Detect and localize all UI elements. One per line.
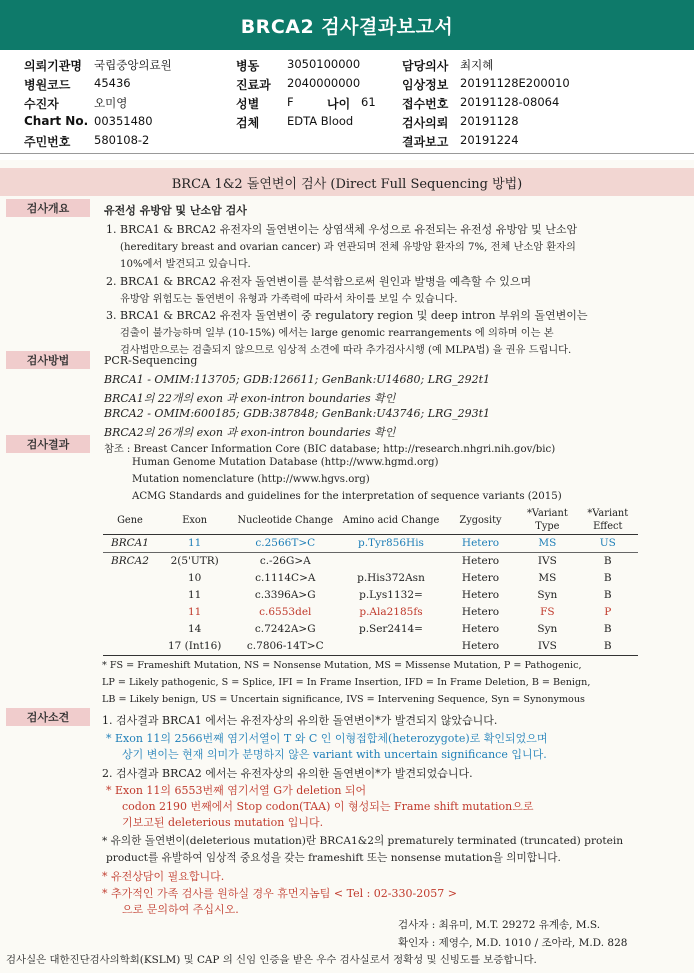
table-cell: FS <box>540 606 555 618</box>
table-cell: Syn <box>537 623 558 635</box>
table-cell <box>103 587 157 604</box>
table-cell <box>103 570 157 587</box>
info-label: 병원코드 <box>24 78 71 92</box>
table-cell: BRCA2 <box>111 555 149 567</box>
table-row <box>103 535 638 553</box>
method-line: BRCA1의 22개의 exon 과 exon-intron boundaries 확인 <box>104 392 396 405</box>
finding-line: codon 2190 번째에서 Stop codon(TAA) 이 형성되는 Frame shift mutation으로 <box>122 800 534 813</box>
info-value: 45436 <box>94 76 131 90</box>
table-cell: Syn <box>537 589 558 601</box>
table-cell: c.-26G>A <box>259 555 311 567</box>
table-row <box>103 570 638 587</box>
reference-line: ACMG Standards and guidelines for the interpretation of sequence variants (2015) <box>132 491 562 502</box>
table-cell: 2(5'UTR) <box>170 555 219 567</box>
info-value: 국립중앙의료원 <box>94 58 172 72</box>
table-cell <box>103 638 157 656</box>
finding-line: * 유전상담이 필요합니다. <box>102 870 225 883</box>
table-cell: Hetero <box>461 606 500 618</box>
table-cell: p.His372Asn <box>357 572 425 584</box>
table-cell: B <box>603 623 612 635</box>
overview-line: 10%에서 발견되고 있습니다. <box>120 259 251 270</box>
table-cell: c.7242A>G <box>254 623 316 635</box>
finding-line: 2. 검사결과 BRCA2 에서는 유전자상의 유의한 돌연변이*가 발견되었습니다. <box>102 767 473 780</box>
section-label-method: 검사방법 <box>6 351 90 369</box>
section-label-result: 검사결과 <box>6 435 90 453</box>
table-cell: Hetero <box>461 572 500 584</box>
report-heading-band <box>0 168 694 196</box>
table-cell: B <box>603 555 612 567</box>
table-cell: Hetero <box>461 623 500 635</box>
footer-note: 검사실은 대한진단검사의학회(KSLM) 및 CAP 의 신임 인증을 받은 우수 검사실로서 정확성 및 신빙도를 보증합니다. <box>6 954 537 966</box>
finding-line: 상기 변이는 현재 의미가 분명하지 않은 variant with uncertain significance 입니다. <box>122 748 547 761</box>
overview-line: 3. BRCA1 & BRCA2 유전자 돌연변이 중 regulatory region 및 deep intron 부위의 돌연변이는 <box>106 309 588 322</box>
table-cell: c.1114C>A <box>255 572 316 584</box>
reference-line: Mutation nomenclature (http://www.hgvs.org) <box>132 474 370 485</box>
info-label: 수진자 <box>24 97 59 111</box>
column-header: Nucleotide Change <box>232 506 338 535</box>
table-cell: c.3396A>G <box>254 589 316 601</box>
info-value: 20191128 <box>460 114 519 128</box>
info-value: F <box>287 95 294 109</box>
section-label-overview: 검사개요 <box>6 199 90 217</box>
reference-line: Human Genome Mutation Database (http://www.hgmd.org) <box>132 457 439 468</box>
examiner-signature: 검사자 : 최유미, M.T. 29272 유계송, M.S. <box>398 919 601 931</box>
table-cell: BRCA1 <box>103 535 157 553</box>
method-line: PCR-Sequencing <box>104 354 198 367</box>
finding-line: 기보고된 deleterious mutation 입니다. <box>122 816 324 829</box>
table-cell: 11 <box>157 535 233 553</box>
table-cell: IVS <box>517 638 577 656</box>
legend-line: LB = Likely benign, US = Uncertain significance, IVS = Intervening Sequence, Syn = Synonymous <box>102 694 585 705</box>
overview-title: 유전성 유방암 및 난소암 검사 <box>104 204 247 217</box>
finding-line: * 추가적인 가족 검사를 원하실 경우 휴먼지놈팀 < Tel : 02-330-2057 > <box>102 887 457 900</box>
table-cell: 10 <box>187 572 202 584</box>
overview-line: 1. BRCA1 & BRCA2 유전자의 돌연변이는 상염색체 우성으로 유전되는 유전성 유방암 및 난소암 <box>106 223 578 236</box>
table-row <box>103 553 638 571</box>
table-cell: 17 (Int16) <box>157 638 233 656</box>
info-label: Chart No. <box>24 114 89 128</box>
method-line: BRCA1 - OMIM:113705; GDB:126611; GenBank:U14680; LRG_292t1 <box>104 373 491 386</box>
finding-line: 1. 검사결과 BRCA1 에서는 유전자상의 유의한 돌연변이*가 발견되지 않았습니다. <box>102 714 498 727</box>
section-label-findings: 검사소견 <box>6 708 90 726</box>
table-cell: p.Ser2414= <box>358 623 423 635</box>
table-cell: Hetero <box>461 555 500 567</box>
overview-line: 유방암 위험도는 돌연변이 유형과 가족력에 따라서 차이를 보일 수 있습니다. <box>120 294 458 305</box>
age-label: 나이 <box>327 97 351 111</box>
legend-line: * FS = Frameshift Mutation, NS = Nonsense Mutation, MS = Missense Mutation, P = Pathogenic, <box>102 660 582 671</box>
info-value: 20191128E200010 <box>460 76 570 90</box>
column-header: Gene <box>103 506 157 535</box>
table-cell: B <box>603 572 612 584</box>
info-value: 580108-2 <box>94 133 150 147</box>
report-title: BRCA2 검사결과보고서 <box>240 15 454 38</box>
table-row <box>103 604 638 621</box>
reference-line: 참조 : Breast Cancer Information Core (BIC database; http://research.nhgri.nih.gov/bic) <box>104 444 556 455</box>
finding-line: product를 유발하여 임상적 중요성을 갖는 frameshift 또는 nonsense mutation을 의미합니다. <box>106 852 561 864</box>
confirmer-signature: 확인자 : 제영수, M.D. 1010 / 조아라, M.D. 828 <box>398 937 628 949</box>
info-label: 진료과 <box>236 78 271 92</box>
table-header-row <box>103 506 638 535</box>
table-cell: 14 <box>187 623 202 635</box>
report-heading: BRCA 1&2 돌연변이 검사 (Direct Full Sequencing 방법) <box>171 176 523 192</box>
table-cell <box>103 621 157 638</box>
info-value: 2040000000 <box>287 76 361 90</box>
info-value: 20191128-08064 <box>460 95 560 109</box>
column-header: *Variant Type <box>517 506 577 535</box>
column-header: Exon <box>157 506 233 535</box>
table-cell: Hetero <box>461 589 500 601</box>
table-cell: Hetero <box>444 535 517 553</box>
table-row <box>103 638 638 656</box>
info-value: 3050100000 <box>287 57 361 71</box>
info-label: 결과보고 <box>402 135 449 149</box>
info-label: 검체 <box>236 116 260 130</box>
column-header: Zygosity <box>444 506 517 535</box>
table-cell: p.Lys1132= <box>359 589 423 601</box>
info-value: EDTA Blood <box>287 114 354 128</box>
overview-line: 검출이 불가능하며 일부 (10-15%) 에서는 large genomic rearrangements 에 의하며 이는 본 <box>120 328 554 339</box>
table-cell: p.Ala2185fs <box>359 606 423 618</box>
info-label: 주민번호 <box>24 135 71 149</box>
finding-line: * 유의한 돌연변이(deleterious mutation)란 BRCA1&2의 prematurely terminated (truncated) protein <box>102 835 624 847</box>
finding-line: * Exon 11의 2566번째 염기서열이 T 와 C 인 이형접합체(heterozygote)로 확인되었으며 <box>106 732 548 745</box>
table-cell <box>338 553 444 571</box>
table-row <box>103 621 638 638</box>
table-cell: B <box>578 638 638 656</box>
info-divider <box>0 153 694 154</box>
info-value: 최지혜 <box>460 58 494 72</box>
info-value: 00351480 <box>94 114 153 128</box>
info-label: 성별 <box>236 97 260 111</box>
table-cell: P <box>604 606 612 618</box>
legend-line: LP = Likely pathogenic, S = Splice, IFI = In Frame Insertion, IFD = In Frame Deletion, B = Benign, <box>102 677 591 688</box>
table-cell: 11 <box>187 606 202 618</box>
table-cell: Hetero <box>444 638 517 656</box>
table-cell <box>338 638 444 656</box>
info-label: 검사의뢰 <box>402 116 449 130</box>
overview-line: 검사법만으로는 검출되지 않으므로 임상적 소견에 따라 추가검사시행 (예 MLPA법) 을 권유 드립니다. <box>120 345 572 356</box>
info-value: 20191224 <box>460 133 519 147</box>
table-cell: c.6553del <box>259 606 312 618</box>
age-value: 61 <box>361 95 376 109</box>
overview-line: 2. BRCA1 & BRCA2 유전자 돌연변이를 분석함으로써 원인과 발병을 예측할 수 있으며 <box>106 275 532 288</box>
finding-line: * Exon 11의 6553번째 염기서열 G가 deletion 되어 <box>106 784 367 797</box>
table-cell <box>103 604 157 621</box>
table-cell: MS <box>517 535 577 553</box>
table-cell: c.7806-14T>C <box>232 638 338 656</box>
table-cell: p.Tyr856His <box>338 535 444 553</box>
table-cell: B <box>603 589 612 601</box>
table-row <box>103 587 638 604</box>
report-title-bar <box>0 0 694 50</box>
info-label: 병동 <box>236 59 260 73</box>
column-header: Amino acid Change <box>338 506 444 535</box>
info-label: 담당의사 <box>402 59 449 73</box>
table-cell: US <box>578 535 638 553</box>
method-line: BRCA2 - OMIM:600185; GDB:387848; GenBank:U43746; LRG_293t1 <box>104 407 491 420</box>
info-label: 임상정보 <box>402 78 449 92</box>
column-header: *Variant Effect <box>578 506 638 535</box>
method-line: BRCA2의 26개의 exon 과 exon-intron boundaries 확인 <box>104 426 396 439</box>
finding-line: 으로 문의하여 주십시오. <box>122 903 239 916</box>
info-label: 접수번호 <box>402 97 449 111</box>
table-cell: 11 <box>187 589 202 601</box>
info-label: 의뢰기관명 <box>24 59 82 73</box>
table-cell: c.2566T>C <box>232 535 338 553</box>
genotype-table <box>103 506 638 656</box>
info-value: 오미영 <box>94 96 128 110</box>
table-cell: MS <box>538 572 557 584</box>
overview-line: (hereditary breast and ovarian cancer) 과 연관되며 전체 유방암 환자의 7%, 전체 난소암 환자의 <box>120 242 576 253</box>
table-cell: IVS <box>537 555 557 567</box>
